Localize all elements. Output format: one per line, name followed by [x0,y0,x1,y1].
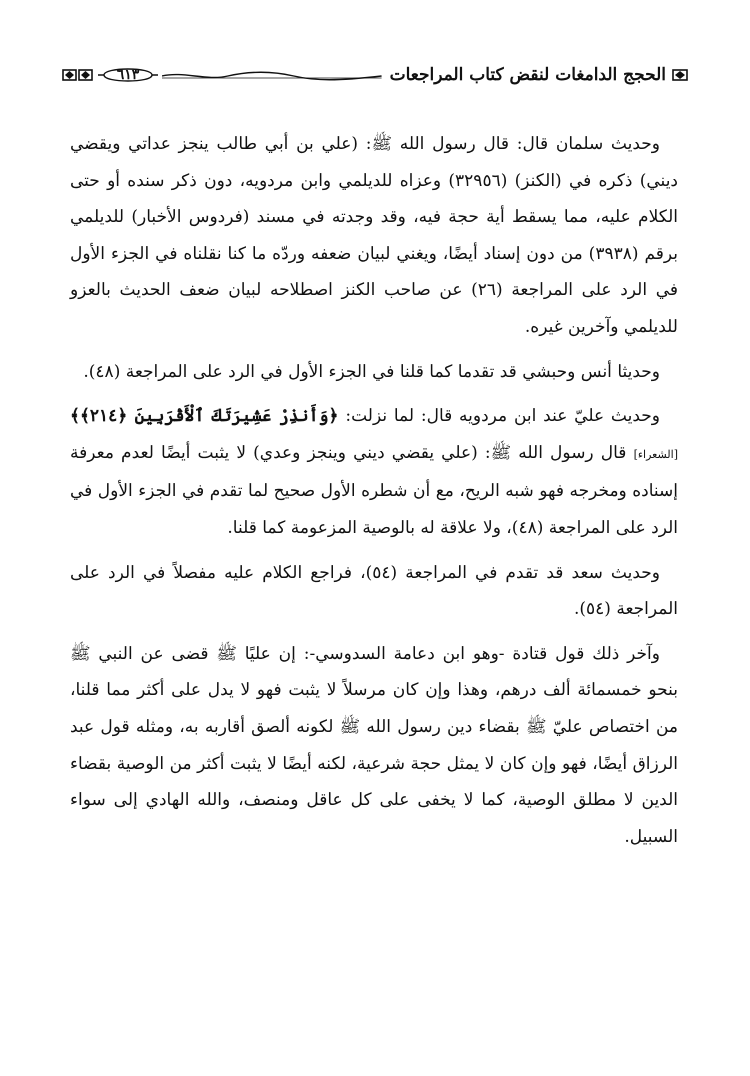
paragraph-anas-habashi: وحديثا أنس وحبشي قد تقدما كما قلنا في الجزء الأول في الرد على المراجعة (٤٨). [83,361,660,382]
paragraph-saad-hadith: وحديث سعد قد تقدم في المراجعة (٥٤)، فراجع الكلام عليه مفصلاً في الرد على المراجعة (٥٤). [70,562,678,620]
surah-citation: [الشعراء] [633,447,678,461]
quran-verse: ﴿وَأَنذِرْ عَشِيرَتَكَ ٱلْأَقْرَبِينَ ﴿٢١٤﴾﴾ [70,406,339,427]
page-number: ٦١٣ [116,67,140,83]
ali-rest: قال رسول الله ﷺ: (علي يقضي ديني وينجز وعدي) لا يثبت أيضًا لعدم معرفة إسناده ومخرجه فهو شبه الريح، مع أن شطره الأول صحيح لما تقدم في الجزء الأول في الرد على المراجعة (٤٨)، ولا علاقة له بالوصية المزعومة كما قلنا. [70,442,678,538]
ornament-icon [672,68,688,82]
paragraph-ali-hadith [70,398,678,546]
ornament-icon [62,68,94,82]
ali-intro: وحديث عليّ عند ابن مردويه قال: لما نزلت: [345,406,660,427]
page-header [62,58,688,92]
running-title: الحجج الدامغات لنقض كتاب المراجعات [389,65,666,85]
paragraph-salman-hadith: وحديث سلمان قال: قال رسول الله ﷺ: (علي بن أبي طالب ينجز عداتي ويقضي ديني) ذكره في (الكنز) (٣٢٩٥٦) وعزاه للديلمي وابن مردويه، دون ذكر سنده أو حتى الكلام عليه، مما يسقط أية حجة فيه، وقد وجدته في مسند (فردوس الأخبار) للديلمي برقم (٣٩٣٨) من دون إسناد أيضًا، ويغني لبيان ضعفه وردّه ما كنا نقلناه في الجزء الأول في الرد على المراجعة (٢٦) عن صاحب الكنز اصطلاحه لبيان ضعف الحديث بالعزو للديلمي وآخرين غيره. [70,134,678,337]
paragraph-qatada: وآخر ذلك قول قتادة -وهو ابن دعامة السدوسي-: إن عليًا ﷺ قضى عن النبي ﷺ بنحو خمسمائة ألف درهم، وهذا وإن كان مرسلاً لا يثبت فهو لا يدل على أكثر مما قلنا، من اختصاص عليّ ﷺ بقضاء دين رسول الله ﷺ لكونه ألصق أقاربه به، ومثله قول عبد الرزاق أيضًا، فهو وإن كان لا يمثل حجة شرعية، لكنه أيضًا لا يثبت أكثر من الوصية بقضاء الدين لا مطلق الوصية، كما لا يخفى على كل عاقل ومنصف، والله الهادي إلى سواء السبيل. [70,643,678,847]
page-number-frame [98,64,158,86]
header-rule [162,68,382,82]
page-body [70,126,678,863]
